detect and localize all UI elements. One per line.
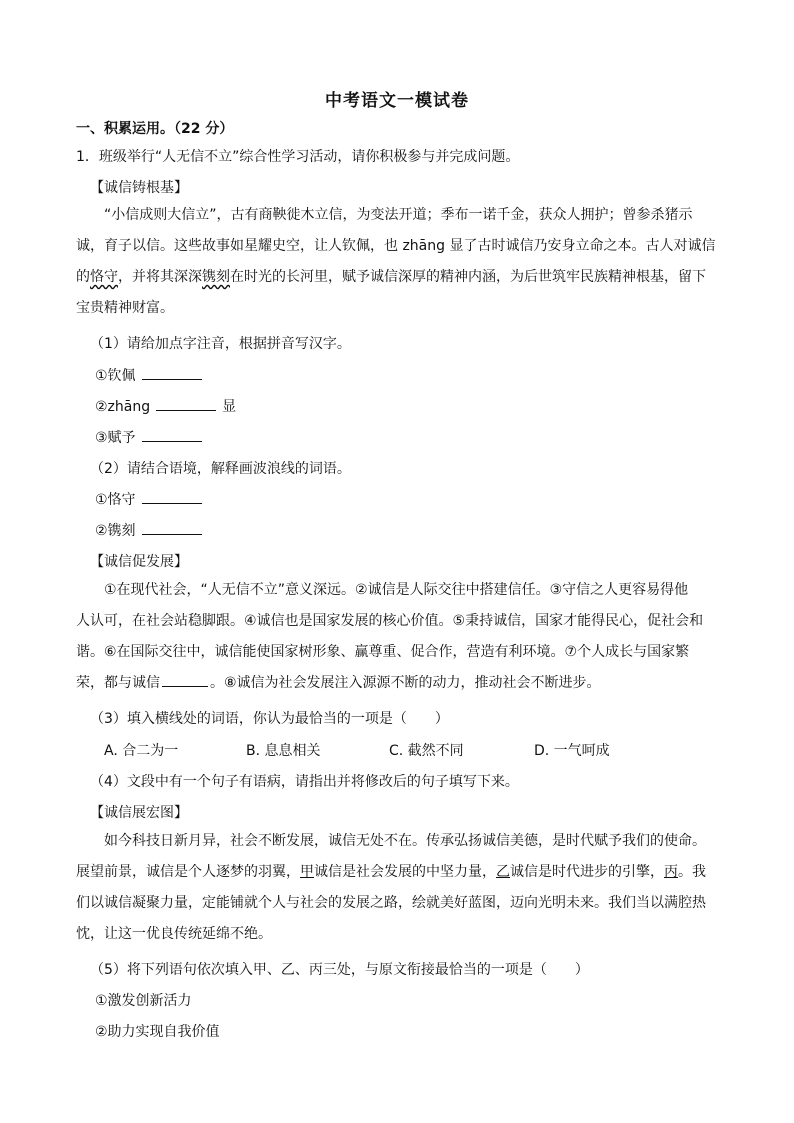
blank-marker-jia: 甲 [300,864,314,880]
item-label: ①钦佩 [95,368,136,384]
option-b[interactable]: B. 息息相关 [246,743,321,759]
answer-item [95,365,208,385]
exam-title: 中考语文一模试卷 [325,91,469,111]
item-label: ②镌刻 [95,523,136,539]
passage-line: 人认可，在社会站稳脚跟。④诚信也是国家发展的核心价值。⑤秉持诚信，国家才能得民心，促社会和 [76,613,704,629]
answer-blank[interactable] [142,365,202,380]
item-label: ③赋予 [95,430,136,446]
text-span: 诚信是时代进步的引擎， [510,864,664,880]
passage-line: ①在现代社会，“人无信不立”意义深远。②诚信是人际交往中搭建信任。③守信之人更容易得他 [104,582,689,598]
wavy-word-keshou: 恪守 [90,269,118,285]
passage-line: 宝贵精神财富。 [76,300,174,316]
passage-line [76,668,748,699]
part3-passage [76,826,748,950]
text-span: 在时光的长河里，赋予诚信深厚的精神内涵，为后世筑牢民族精神根基，留下 [230,269,706,285]
section-heading: 一、积累运用。（22 分） [76,121,234,137]
part1-passage [76,200,748,324]
answer-blank[interactable] [142,489,202,504]
sub-question-3: （3）填入横线处的词语，你认为最恰当的一项是（ ） [90,711,449,727]
passage-line: “小信成则大信立”，古有商鞅徙木立信，为变法开道；季布一诺千金，获众人拥护；曾参杀猪示 [104,207,693,223]
blank-marker-yi: 乙 [496,864,510,880]
options-row [104,740,664,760]
passage-line: 如今科技日新月异，社会不断发展，诚信无处不在。传承弘扬诚信美德，是时代赋予我们的使命。 [104,833,706,849]
answer-item [95,427,208,447]
text-span: 荣，都与诚信 [76,675,160,691]
option-c[interactable]: C. 截然不同 [389,743,464,759]
answer-blank[interactable] [142,520,202,535]
text-span: 。我 [678,864,706,880]
answer-item [95,520,208,540]
answer-item [95,396,236,416]
part2-heading: 【诚信促发展】 [90,554,188,570]
sub-question-2: （2）请结合语境，解释画波浪线的词语。 [90,461,351,477]
text-span: 诚信是社会发展的中坚力量， [314,864,496,880]
text-span: 。⑧诚信为社会发展注入源源不断的动力，推动社会不断进步。 [210,675,601,691]
passage-line [76,857,748,888]
fill-in-blank[interactable] [162,672,208,687]
sub-question-4: （4）文段中有一个句子有语病，请指出并将修改后的句子填写下来。 [90,774,519,790]
passage-line: 们以诚信凝聚力量，定能铺就个人与社会的发展之路，绘就美好蓝图，迈向光明未来。我们当以满腔热 [76,895,706,911]
passage-line: 谐。⑥在国际交往中，诚信能使国家树形象、赢尊重、促合作，营造有利环境。⑦个人成长与国家繁 [76,644,690,660]
sub-question-5: （5）将下列语句依次填入甲、乙、丙三处，与原文衔接最恰当的一项是（ ） [90,962,589,978]
item-label: 显 [222,399,237,415]
answer-blank[interactable] [156,396,216,411]
answer-blank[interactable] [142,427,202,442]
option-d[interactable]: D. 一气呵成 [534,743,610,759]
part2-passage [76,575,748,699]
text-span: 展望前景，诚信是个人逐梦的羽翼， [76,864,300,880]
wavy-word-juanke: 镌刻 [202,269,230,285]
choice-item: ①激发创新活力 [95,993,192,1009]
passage-line [76,262,748,293]
part3-heading: 【诚信展宏图】 [90,805,188,821]
part1-heading: 【诚信铸根基】 [90,180,188,196]
passage-line: 忱，让这一优良传统延绵不绝。 [76,926,272,942]
passage-line: 诚，育子以信。这些故事如星耀史空，让人钦佩，也 zhāng 显了古时诚信乃安身立命之本。古人对诚信 [76,238,716,254]
text-span: ，并将其深深 [118,269,202,285]
item-label: ②zhāng [95,399,151,415]
item-label: ①恪守 [95,492,136,508]
text-span: 的 [76,269,90,285]
blank-marker-bing: 丙 [664,864,678,880]
option-a[interactable]: A. 合二为一 [104,743,179,759]
choice-item: ②助力实现自我价值 [95,1024,220,1040]
answer-item [95,489,208,509]
question-1-stem: 1．班级举行“人无信不立”综合性学习活动，请你积极参与并完成问题。 [76,149,520,165]
sub-question-1: （1）请给加点字注音，根据拼音写汉字。 [90,336,351,352]
